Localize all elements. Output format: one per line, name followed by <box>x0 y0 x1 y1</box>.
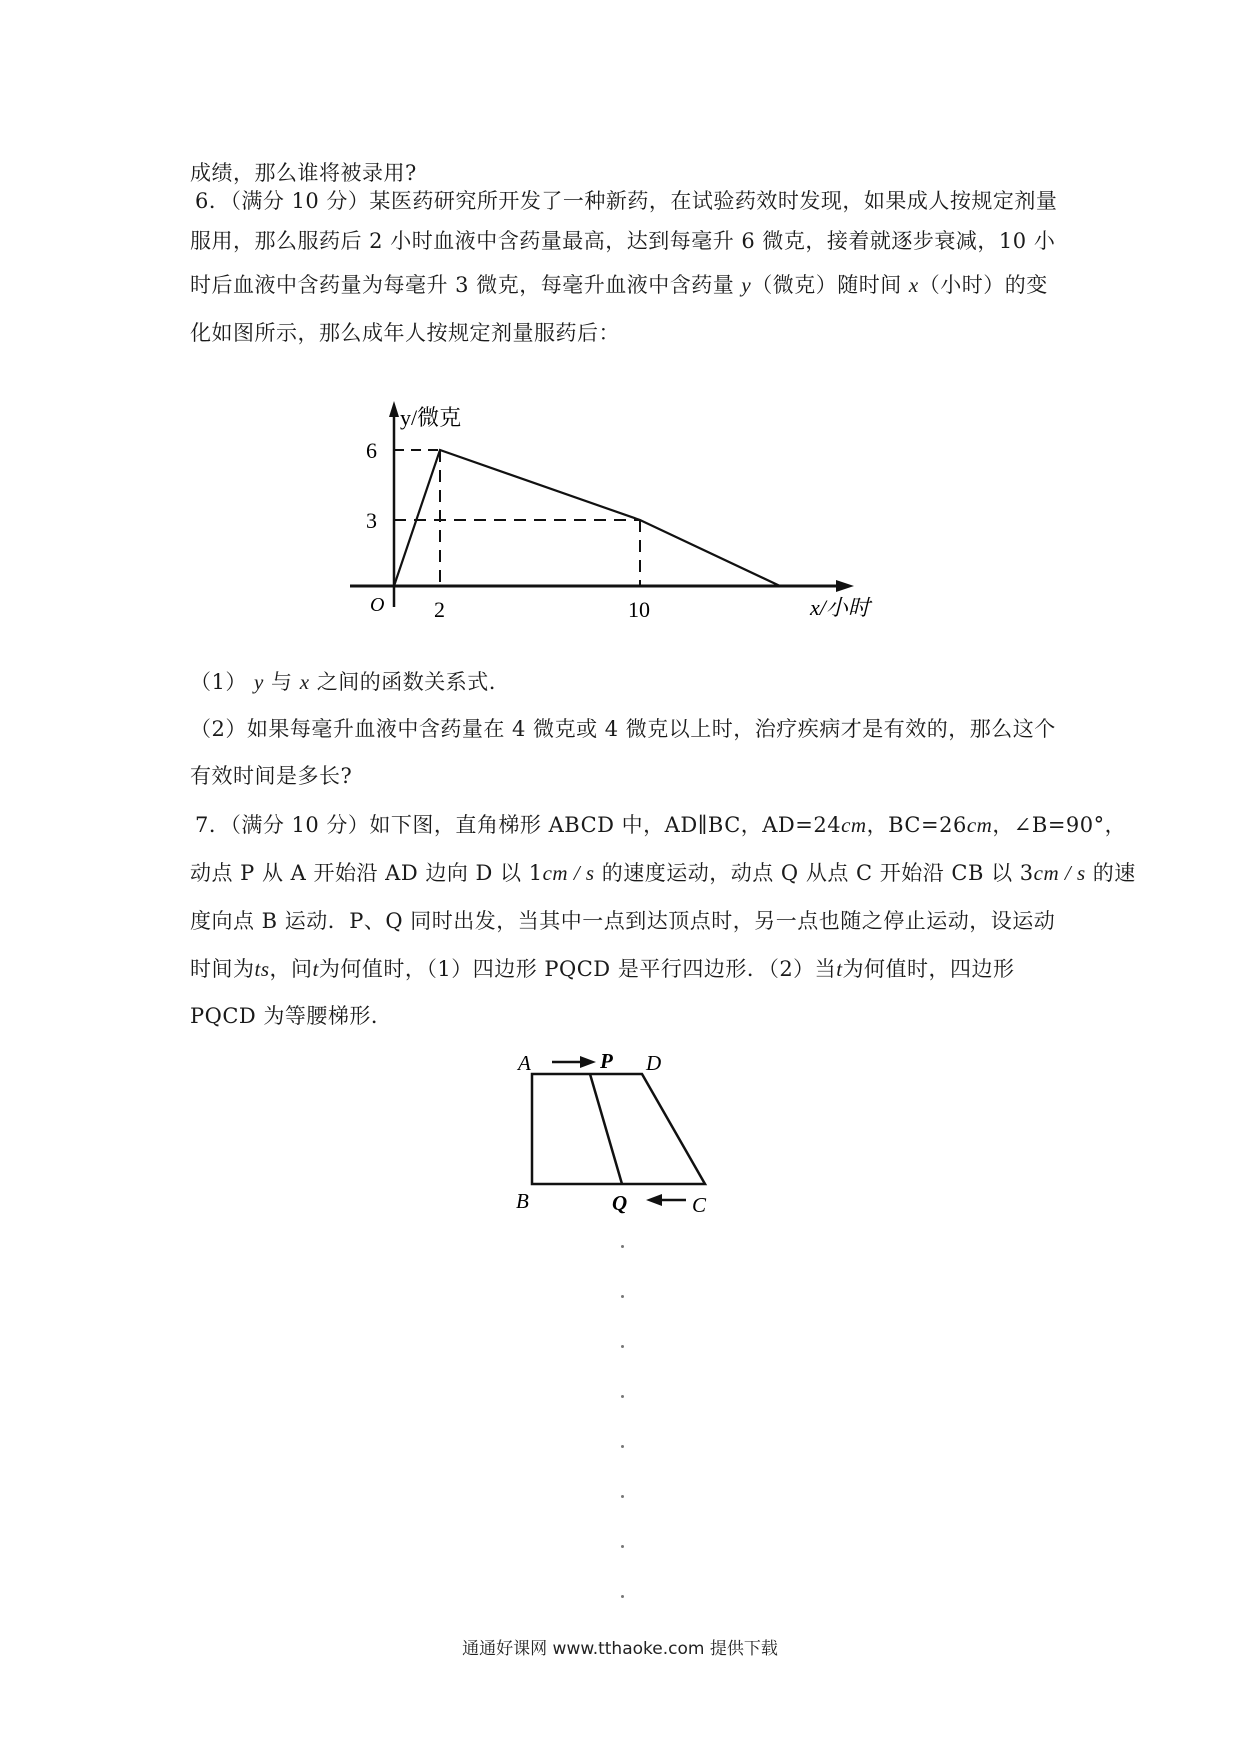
var-ts: ts <box>254 957 270 981</box>
text-segment: 的速度运动，动点 Q 从点 C 开始沿 CB 以 3 <box>594 861 1034 885</box>
y-axis-label: y/微克 <box>400 405 462 430</box>
segment-PQ <box>590 1074 622 1184</box>
problem-7-line-5: PQCD 为等腰梯形． <box>190 1004 393 1028</box>
scan-dot <box>621 1345 624 1348</box>
x-axis-arrow <box>836 580 854 592</box>
text-segment: 的速 <box>1085 861 1136 885</box>
text-segment: 时间为 <box>190 957 255 981</box>
label-C: C <box>692 1193 707 1217</box>
scan-dot <box>621 1245 624 1248</box>
origin-label: O <box>370 594 385 616</box>
text-segment: 时后血液中含药量为每毫升 3 微克，每毫升血液中含药量 <box>190 273 742 297</box>
x-tick-2: 2 <box>434 597 445 622</box>
text-segment: 与 <box>263 670 300 694</box>
text-segment: ，∠B=90°， <box>992 813 1127 837</box>
concentration-graph <box>330 395 910 630</box>
question-2-line-1: （2）如果每毫升血液中含药量在 4 微克或 4 微克以上时，治疗疾病才是有效的，那么这个 <box>190 717 1056 741</box>
problem-7-line-2 <box>190 858 1136 888</box>
label-B: B <box>516 1189 529 1213</box>
text-segment: ，问 <box>269 957 313 981</box>
problem-7-line-1 <box>195 810 1126 840</box>
arrow-cq-head <box>646 1194 662 1206</box>
y-tick-3: 3 <box>366 508 377 533</box>
scan-dot <box>621 1445 624 1448</box>
text-segment: 之间的函数关系式. <box>309 670 496 694</box>
label-Q: Q <box>612 1191 628 1215</box>
question-2-line-2: 有效时间是多长? <box>190 764 353 788</box>
text-segment: （微克）随时间 <box>751 273 909 297</box>
var-y: y <box>254 670 264 694</box>
trapezoid-figure <box>500 1040 740 1220</box>
text-segment: 动点 P 从 A 开始沿 AD 边向 D 以 1 <box>190 861 543 885</box>
text-segment: （小时）的变 <box>918 273 1048 297</box>
problem-6-line-3 <box>190 270 1048 300</box>
text-segment: ，BC=26 <box>866 813 967 837</box>
scan-dot <box>621 1595 624 1598</box>
problem-6-line-4: 化如图所示，那么成年人按规定剂量服药后： <box>190 321 620 345</box>
var-t: t <box>312 957 319 981</box>
label-A: A <box>518 1051 531 1075</box>
unit-speed: cm / s <box>1033 861 1086 885</box>
scan-dot <box>621 1395 624 1398</box>
y-tick-6: 6 <box>366 438 377 463</box>
page-footer: 通通好课网 www.tthaoke.com 提供下载 <box>462 1639 778 1659</box>
label-D: D <box>646 1051 662 1075</box>
text-segment: 为何值时，四边形 <box>842 957 1015 981</box>
text-line-continuation: 成绩，那么谁将被录用? <box>190 161 417 185</box>
scan-dot <box>621 1295 624 1298</box>
y-axis-arrow <box>389 401 399 417</box>
unit-cm: cm <box>966 813 993 837</box>
question-1 <box>190 667 496 697</box>
problem-7-line-3: 度向点 B 运动．P、Q 同时出发，当其中一点到达顶点时，另一点也随之停止运动，设运动 <box>190 909 1056 933</box>
unit-cm: cm <box>841 813 867 837</box>
var-y: y <box>741 273 752 297</box>
problem-6-line-1: 6．（满分 10 分）某医药研究所开发了一种新药，在试验药效时发现，如果成人按规定剂量 <box>195 189 1058 213</box>
problem-7-line-4 <box>190 954 1015 984</box>
problem-6-line-2: 服用，那么服药后 2 小时血液中含药量最高，达到每毫升 6 微克，接着就逐步衰减，10 小 <box>190 229 1056 253</box>
text-segment: 7．（满分 10 分）如下图，直角梯形 ABCD 中，AD∥BC，AD=24 <box>195 813 842 837</box>
var-x: x <box>908 273 919 297</box>
var-x: x <box>299 670 310 694</box>
arrow-ap-head <box>580 1056 596 1068</box>
text-segment: （1） <box>190 670 255 694</box>
scan-dot <box>621 1495 624 1498</box>
x-tick-10: 10 <box>628 597 650 622</box>
text-segment: 为何值时，（1）四边形 PQCD 是平行四边形．（2）当 <box>318 957 837 981</box>
scan-dot <box>621 1545 624 1548</box>
concentration-curve <box>394 450 780 586</box>
var-t: t <box>836 957 843 981</box>
x-axis-label: x/小时 <box>810 595 870 620</box>
unit-speed: cm / s <box>542 861 595 885</box>
label-P: P <box>600 1049 613 1073</box>
